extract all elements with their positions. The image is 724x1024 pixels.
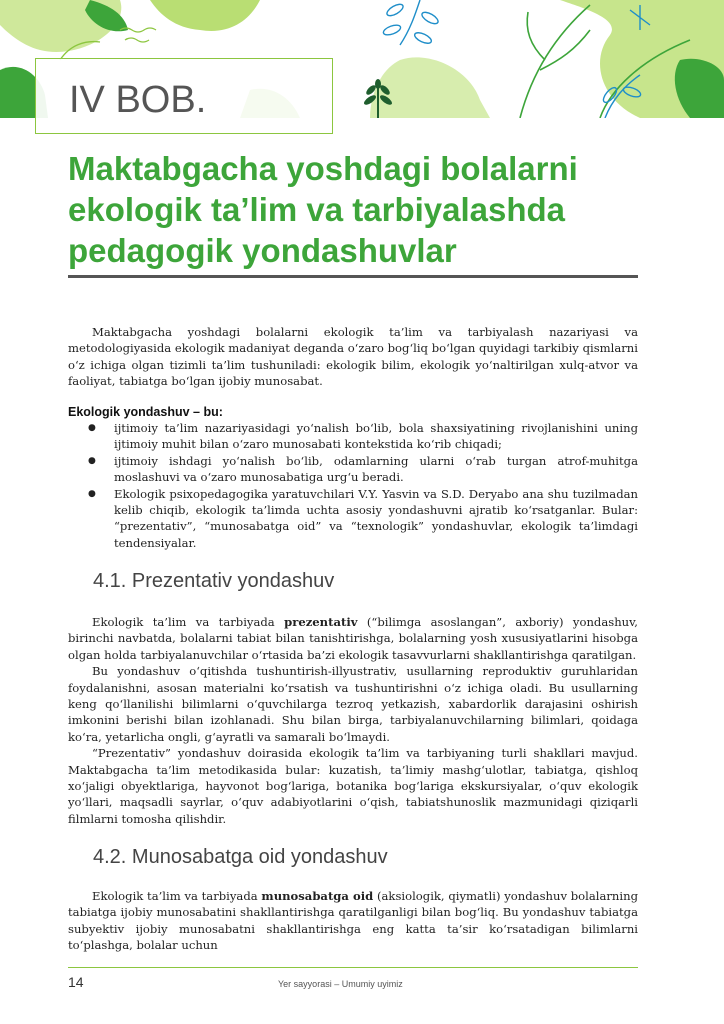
running-footer-title: Yer sayyorasi – Umumiy uyimiz [278, 979, 403, 989]
section-4-1-paragraph-2: Bu yondashuv oʻqitishda tushuntirish-illyustrativ, usullarning reproduktiv guruhlaridan foydalanishni, asosan materialni koʻrsatish va tushuntirishni oʻz ichiga oladi. Bu usullarning keng qoʻllanilishi bilimlarni oʻquvchilarga tezroq yetkazish, xabardorlik darajasini oshirish imkonini berishi bilan izohlanadi. Shu bilan birga, tarbiyalanuvchilarning bilimlari, qoidaga koʻra, yetarlicha ongli, gʻayratli va samarali boʻlmaydi. [68, 664, 638, 744]
chapter-label: IV BOB. [69, 79, 207, 121]
section-4-1-paragraph-1: Ekologik ta’lim va tarbiyada prezentativ (“bilimga asoslangan”, axboriy) yondashuv, birinchi navbatda, bolalarni tabiat bilan tanishtirishga, bolalarning yosh xususiyatlarini hisobga olgan holda tarbiyalanuvchilar oʻrtasida ba’zi ekologik tasavvurlarni shakllantirishga qaratilgan. [68, 615, 638, 662]
title-underline [68, 275, 638, 278]
list-item: ● Ekologik psixopedagogika yaratuvchilari V.Y. Yasvin va S.D. Deryabo ana shu tuzilmadan kelib chiqib, ekologik ta’limda uchta asosiy yondashuvni ajratib koʻrsatganlar. Bular: “prezentativ”, “munosabatga oid” va “texnologik” yondashuvlar, ekologik ta’limdagi tendensiyalar. [68, 486, 638, 552]
section-4-2-paragraph-1: Ekologik ta’lim va tarbiyada munosabatga oid (aksiologik, qiymatli) yondashuv bolalarning tabiatga ijobiy munosabatini shakllantirishga qaratilganligi bilan bogʻliq. Bu yondashuv tabiatga subyektiv ijobiy munosabatni shakllantirishga eng katta ta’sir koʻrsatadigan bilimlarni toʻplashga, bolalar uchun [68, 889, 638, 953]
section-heading-4-1: 4.1. Prezentativ yondashuv [93, 570, 335, 592]
section-4-1-body [68, 614, 638, 827]
list-item: ● ijtimoiy ta’lim nazariyasidagi yoʻnalish boʻlib, bola shaxsiyatining rivojlanishini uning ijtimoiy muhit bilan oʻzaro munosabati kontekstida koʻrib chiqadi; [68, 420, 638, 453]
term-munosabatga-oid: munosabatga oid [261, 889, 374, 903]
intro-paragraph [68, 324, 638, 390]
footer-divider [68, 967, 638, 968]
intro-text: Maktabgacha yoshdagi bolalarni ekologik ta’lim va tarbiyalash nazariyasi va metodologiyasida ekologik madaniyat deganda oʻzaro bogʻliq boʻlgan quyidagi tarkibiy qismlarni oʻz ichiga olgan tizimli ta’lim tushuniladi: ekologik bilim, ekologik yoʻnaltirilgan xulq-atvor va faoliyat, tabiatga boʻlgan ijobiy munosabat. [68, 325, 638, 389]
approach-heading: Ekologik yondashuv – bu: [68, 405, 223, 419]
page-number: 14 [68, 974, 84, 990]
chapter-label-box [35, 58, 333, 134]
section-heading-4-2: 4.2. Munosabatga oid yondashuv [93, 846, 388, 868]
section-4-1-paragraph-3: “Prezentativ” yondashuv doirasida ekologik ta’lim va tarbiyaning turli shakllari mavjud. Maktabgacha ta’lim metodikasida bular: kuzatish, ta’limiy mashgʻulotlar, tabiatga, qishloq xoʻjaligi obyektlariga, hayvonot bogʻlariga, botanika bogʻlariga ekskursiyalar, oʻquv ekologik yoʻllari, maqsadli sayrlar, oʻquv adabiyotlarini oʻqish, tabiatshunoslik mazmunidagi qiziqarli filmlarni tomosha qilishdir. [68, 746, 638, 826]
page-title: Maktabgacha yoshdagi bolalarni ekologik ta’lim va tarbiyalashda pedagogik yondashuvlar [68, 150, 578, 269]
term-prezentativ: prezentativ [284, 615, 358, 629]
section-4-2-body [68, 888, 638, 954]
list-item: ● ijtimoiy ishdagi yoʻnalish boʻlib, odamlarning ularni oʻrab turgan atrof-muhitga moslashuvi va oʻzaro munosabatiga urgʻu beradi. [68, 453, 638, 486]
approach-bullet-list [68, 420, 638, 551]
